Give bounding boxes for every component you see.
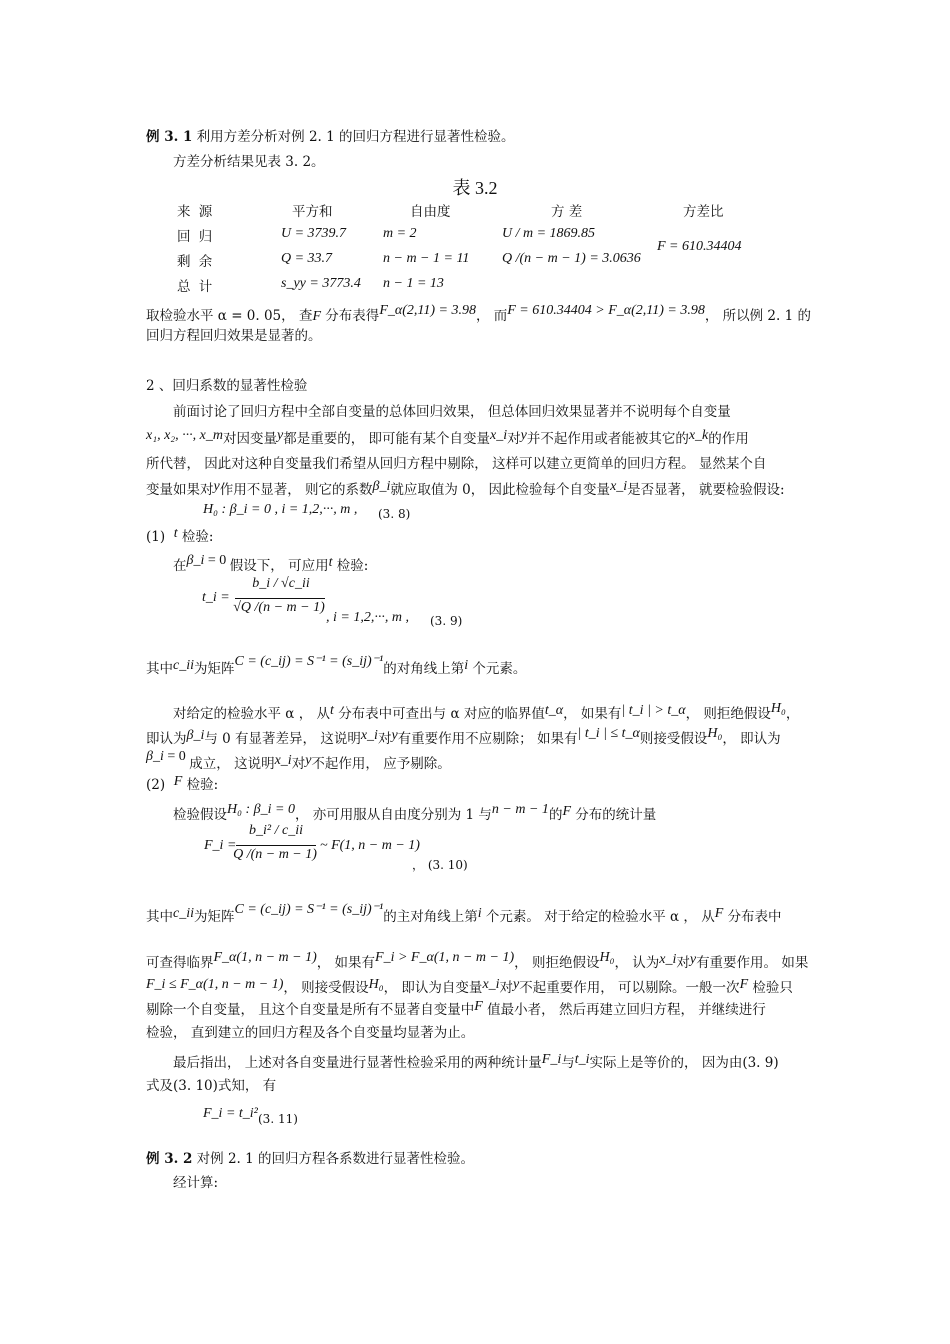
text: ， 而 bbox=[475, 308, 508, 324]
t-test-heading bbox=[146, 527, 213, 548]
symbol-t: t bbox=[173, 526, 178, 541]
text: 成立， 这说明 bbox=[189, 756, 275, 772]
equation-number: (3. 8) bbox=[378, 507, 411, 521]
symbol-H0: H₀ bbox=[368, 977, 384, 992]
paragraph-line: 前面讨论了回归方程中全部自变量的总体回归效果， 但总体回归效果显著并不说明每个自变量 bbox=[173, 404, 731, 420]
symbol-y: y bbox=[520, 428, 527, 443]
symbol-y: y bbox=[213, 479, 220, 494]
row-ss: s_yy = 3773.4 bbox=[281, 276, 361, 291]
example-text: 利用方差分析对例 2. 1 的回归方程进行显著性检验。 bbox=[192, 129, 515, 145]
header-degrees-of-freedom: 自由度 bbox=[410, 204, 451, 220]
df-expression: n − m − 1 bbox=[491, 802, 549, 817]
matrix-expression: C = (c_ij) = S⁻¹ = (s_ij)⁻¹ bbox=[234, 654, 384, 669]
row-df: m = 2 bbox=[383, 226, 417, 241]
section-heading: 2 、回归系数的显著性检验 bbox=[146, 378, 308, 394]
example-text: 对例 2. 1 的回归方程各系数进行显著性检验。 bbox=[192, 1151, 475, 1167]
symbol-beta: β_i bbox=[372, 479, 391, 494]
paragraph-line bbox=[146, 429, 749, 450]
paragraph-line bbox=[173, 701, 800, 725]
text: 对 bbox=[377, 731, 392, 747]
symbol-beta: β_i bbox=[186, 728, 205, 743]
header-sum-of-squares: 平方和 bbox=[292, 204, 333, 220]
text: 的对角线上第 bbox=[383, 661, 465, 677]
text: 与 bbox=[561, 1055, 575, 1071]
header-source: 来 源 bbox=[177, 204, 215, 220]
matrix-note bbox=[146, 902, 782, 928]
row-ms: Q /(n − m − 1) = 3.0636 bbox=[502, 251, 641, 266]
equation-3-8: H₀ : β_i = 0 , i = 1,2,···, m , bbox=[203, 502, 358, 517]
condition: F_i > F_α(1, n − m − 1) bbox=[375, 950, 515, 965]
symbol-y: y bbox=[513, 977, 520, 992]
equation-3-11: F_i = t_i² bbox=[203, 1106, 258, 1121]
text: 对因变量 bbox=[223, 431, 277, 447]
row-ss: Q = 33.7 bbox=[281, 251, 333, 266]
text: 检验假设 bbox=[173, 807, 227, 823]
symbol-H0: H₀ bbox=[707, 726, 723, 741]
text: 的 bbox=[548, 807, 563, 823]
text: 的作用 bbox=[708, 431, 749, 447]
symbol-F: F bbox=[312, 309, 322, 324]
symbol-F: F bbox=[173, 774, 183, 789]
symbol-F: F bbox=[714, 906, 724, 921]
text: 个元素。 bbox=[472, 661, 527, 677]
text: 检验: bbox=[186, 777, 219, 793]
denominator: Q /(n − m − 1) bbox=[233, 847, 317, 862]
table-caption: 表 3.2 bbox=[452, 178, 498, 198]
critical-value: F_α(1, n − m − 1) bbox=[213, 950, 317, 965]
text: 对给定的检验水平 α ， 从 bbox=[173, 706, 330, 722]
row-ms: U / m = 1869.85 bbox=[502, 226, 596, 241]
text: 在 bbox=[173, 558, 187, 574]
text: 不起重要作用， 可以剔除。一般一次 bbox=[519, 980, 740, 996]
comparison: F = 610.34404 > F_α(2,11) = 3.98 bbox=[507, 303, 705, 318]
text: 就应取值为 0， 因此检验每个自变量 bbox=[390, 482, 611, 498]
example-3-2-line bbox=[146, 1149, 474, 1169]
tail: , i = 1,2,···, m , bbox=[326, 610, 409, 625]
text: 假设下， 可应用 bbox=[229, 558, 329, 574]
text: 个元素。 对于给定的检验水平 α ， 从 bbox=[485, 909, 715, 925]
equation-number: (3. 11) bbox=[258, 1112, 298, 1126]
symbol-H0: H₀ bbox=[770, 701, 786, 716]
row-source: 剩 余 bbox=[177, 254, 215, 270]
symbol-y: y bbox=[277, 428, 284, 443]
text: 可查得临界 bbox=[146, 955, 214, 971]
lhs: F_i = bbox=[204, 838, 237, 853]
paragraph-line bbox=[146, 480, 785, 501]
symbol-H0: H₀ bbox=[599, 950, 615, 965]
text: 检验只 bbox=[752, 980, 793, 996]
symbol-ti: t_i bbox=[574, 1052, 590, 1067]
critical-value: F_α(2,11) = 3.98 bbox=[379, 303, 476, 318]
text: 实际上是等价的， 因为由(3. 9) bbox=[589, 1055, 779, 1071]
symbol-t: t bbox=[328, 555, 333, 570]
condition: F_i ≤ F_α(1, n − m − 1) bbox=[146, 977, 284, 992]
item-number: (2) bbox=[146, 777, 166, 793]
paragraph-line: 式及(3. 10)式知， 有 bbox=[146, 1078, 277, 1094]
symbol-y: y bbox=[689, 952, 697, 967]
symbol-cii: c_ii bbox=[173, 658, 194, 673]
table-reference: 方差分析结果见表 3. 2。 bbox=[173, 154, 325, 170]
symbol-t: t bbox=[330, 703, 334, 718]
text: 检验: bbox=[181, 529, 214, 545]
text: 对 bbox=[507, 431, 521, 447]
text: 是否显著， 就要检验假设: bbox=[627, 482, 785, 498]
fraction-bar bbox=[236, 845, 316, 846]
text: 剔除一个自变量， 且这个自变量是所有不显著自变量中 bbox=[146, 1002, 475, 1018]
text: ， 如果有 bbox=[316, 955, 376, 971]
paragraph-line bbox=[173, 1053, 779, 1074]
row-ss: U = 3739.7 bbox=[281, 226, 347, 241]
example-label: 例 3. 2 bbox=[146, 1151, 193, 1167]
symbol-F: F bbox=[562, 804, 571, 819]
text: ， 即认为自变量 bbox=[383, 980, 483, 996]
matrix-note bbox=[146, 654, 527, 680]
symbol-F: F bbox=[474, 999, 483, 1014]
equation-number: ， (3. 10) bbox=[412, 858, 468, 872]
row-df: n − 1 = 13 bbox=[383, 276, 444, 291]
text: ， 如果有 bbox=[563, 706, 622, 722]
text: 为矩阵 bbox=[194, 909, 235, 925]
item-number: (1) bbox=[146, 529, 166, 545]
rhs: ~ F(1, n − m − 1) bbox=[320, 838, 420, 853]
text: 分布表得 bbox=[321, 308, 380, 324]
paragraph-line bbox=[146, 978, 793, 999]
text: 有重要作用不应剔除； 如果有 bbox=[397, 731, 578, 747]
text: 的主对角线上第 bbox=[383, 909, 478, 925]
text: 其中 bbox=[146, 661, 173, 677]
symbol-xi: x_i bbox=[360, 728, 378, 743]
symbol-beta: β_i bbox=[146, 749, 164, 764]
example-label: 例 3. 1 bbox=[146, 129, 193, 145]
matrix-expression: C = (c_ij) = S⁻¹ = (s_ij)⁻¹ bbox=[234, 902, 384, 917]
text: ， 认为 bbox=[614, 955, 660, 971]
header-f-ratio: 方差比 bbox=[683, 204, 724, 220]
fraction-bar bbox=[235, 598, 325, 599]
paragraph-line: β_i = 0 成立， 这说明x_i对y不起作用， 应予剔除。 bbox=[146, 749, 451, 772]
symbol-i: i bbox=[477, 906, 482, 921]
text: 对 bbox=[676, 955, 690, 971]
symbol-i: i bbox=[464, 658, 469, 673]
symbol-xi: x_i bbox=[490, 428, 508, 443]
paragraph-line: 所代替， 因此对这种自变量我们希望从回归方程中剔除， 这样可以建立更简单的回归方程。 显然某个自 bbox=[146, 456, 767, 472]
text: 分布表中可查出与 α 对应的临界值 bbox=[338, 706, 545, 722]
lhs: t_i = bbox=[202, 590, 230, 605]
text: ， 亦可用服从自由度分别为 1 与 bbox=[294, 807, 492, 823]
f-ratio-value: F = 610.34404 bbox=[657, 239, 742, 254]
text: ， 即认为 bbox=[722, 731, 781, 747]
text: ， 则接受假设 bbox=[283, 980, 369, 996]
paragraph-line bbox=[146, 1000, 766, 1021]
numerator: b_i² / c_ii bbox=[249, 823, 303, 838]
text: ， bbox=[785, 706, 800, 722]
symbol-xk: x_k bbox=[688, 428, 709, 443]
equation-number: (3. 9) bbox=[430, 614, 463, 628]
text: 其中 bbox=[146, 909, 173, 925]
paragraph-line: 检验， 直到建立的回归方程及各个自变量均显著为止。 bbox=[146, 1025, 475, 1041]
text: 对 bbox=[291, 756, 306, 772]
text: 与 0 有显著差异， 这说明 bbox=[204, 731, 361, 747]
symbol-F: F bbox=[739, 977, 749, 992]
text: 作用不显著， 则它的系数 bbox=[219, 482, 373, 498]
row-source: 回 归 bbox=[177, 229, 215, 245]
symbol-beta: β_i bbox=[186, 553, 205, 568]
paragraph-line bbox=[146, 950, 809, 974]
row-source: 总 计 bbox=[177, 279, 215, 295]
symbol-xi: x_i bbox=[659, 952, 677, 967]
text: 为矩阵 bbox=[194, 661, 235, 677]
conclusion-line-2: 回归方程回归效果是显著的。 bbox=[146, 328, 322, 344]
conclusion-line-1 bbox=[146, 303, 811, 327]
condition: | t_i | > t_α bbox=[621, 703, 686, 718]
text: 对 bbox=[499, 980, 514, 996]
text: ， 所以例 2. 1 的 bbox=[704, 308, 811, 324]
example-3-1-line bbox=[146, 127, 515, 147]
text: 即认为 bbox=[146, 731, 187, 747]
text: 则接受假设 bbox=[639, 731, 708, 747]
denominator: √Q /(n − m − 1) bbox=[233, 600, 325, 615]
text: ， 则拒绝假设 bbox=[685, 706, 771, 722]
text: 最后指出， 上述对各自变量进行显著性检验采用的两种统计量 bbox=[173, 1055, 542, 1071]
text: 检验: bbox=[336, 558, 369, 574]
hypothesis: H₀ : β_i = 0 bbox=[227, 802, 295, 817]
condition: | t_i | ≤ t_α bbox=[577, 726, 640, 741]
numerator: b_i / √c_ii bbox=[252, 576, 310, 591]
variables: x₁, x₂, ···, x_m bbox=[146, 428, 223, 443]
symbol-y: y bbox=[305, 753, 312, 768]
t-test-intro: 在β_i = 0 假设下， 可应用t 检验: bbox=[173, 553, 369, 574]
row-df: n − m − 1 = 11 bbox=[383, 251, 470, 266]
calculation-intro: 经计算: bbox=[173, 1175, 219, 1191]
text: 取检验水平 α = 0. 05， 查 bbox=[146, 308, 313, 324]
text: 变量如果对 bbox=[146, 482, 214, 498]
text: 值最小者， 然后再建立回归方程， 并继续进行 bbox=[487, 1002, 766, 1018]
text: 都是重要的， 即可能有某个自变量 bbox=[283, 431, 491, 447]
text: 并不起作用或者能被其它的 bbox=[526, 431, 689, 447]
paragraph-line bbox=[146, 726, 781, 750]
symbol-cii: c_ii bbox=[173, 906, 194, 921]
text: 不起作用， 应予剔除。 bbox=[311, 756, 451, 772]
symbol-y: y bbox=[391, 728, 398, 743]
symbol-xi: x_i bbox=[274, 753, 292, 768]
text: 分布表中 bbox=[727, 909, 782, 925]
text: ， 则拒绝假设 bbox=[514, 955, 600, 971]
symbol-xi: x_i bbox=[482, 977, 500, 992]
header-variance: 方 差 bbox=[551, 204, 583, 220]
symbol-xi: x_i bbox=[610, 479, 628, 494]
text: 有重要作用。 如果 bbox=[696, 955, 809, 971]
f-test-heading bbox=[146, 775, 218, 796]
symbol-t-alpha: t_α bbox=[544, 703, 564, 718]
symbol-Fi: F_i bbox=[541, 1052, 562, 1067]
text: 分布的统计量 bbox=[575, 807, 657, 823]
